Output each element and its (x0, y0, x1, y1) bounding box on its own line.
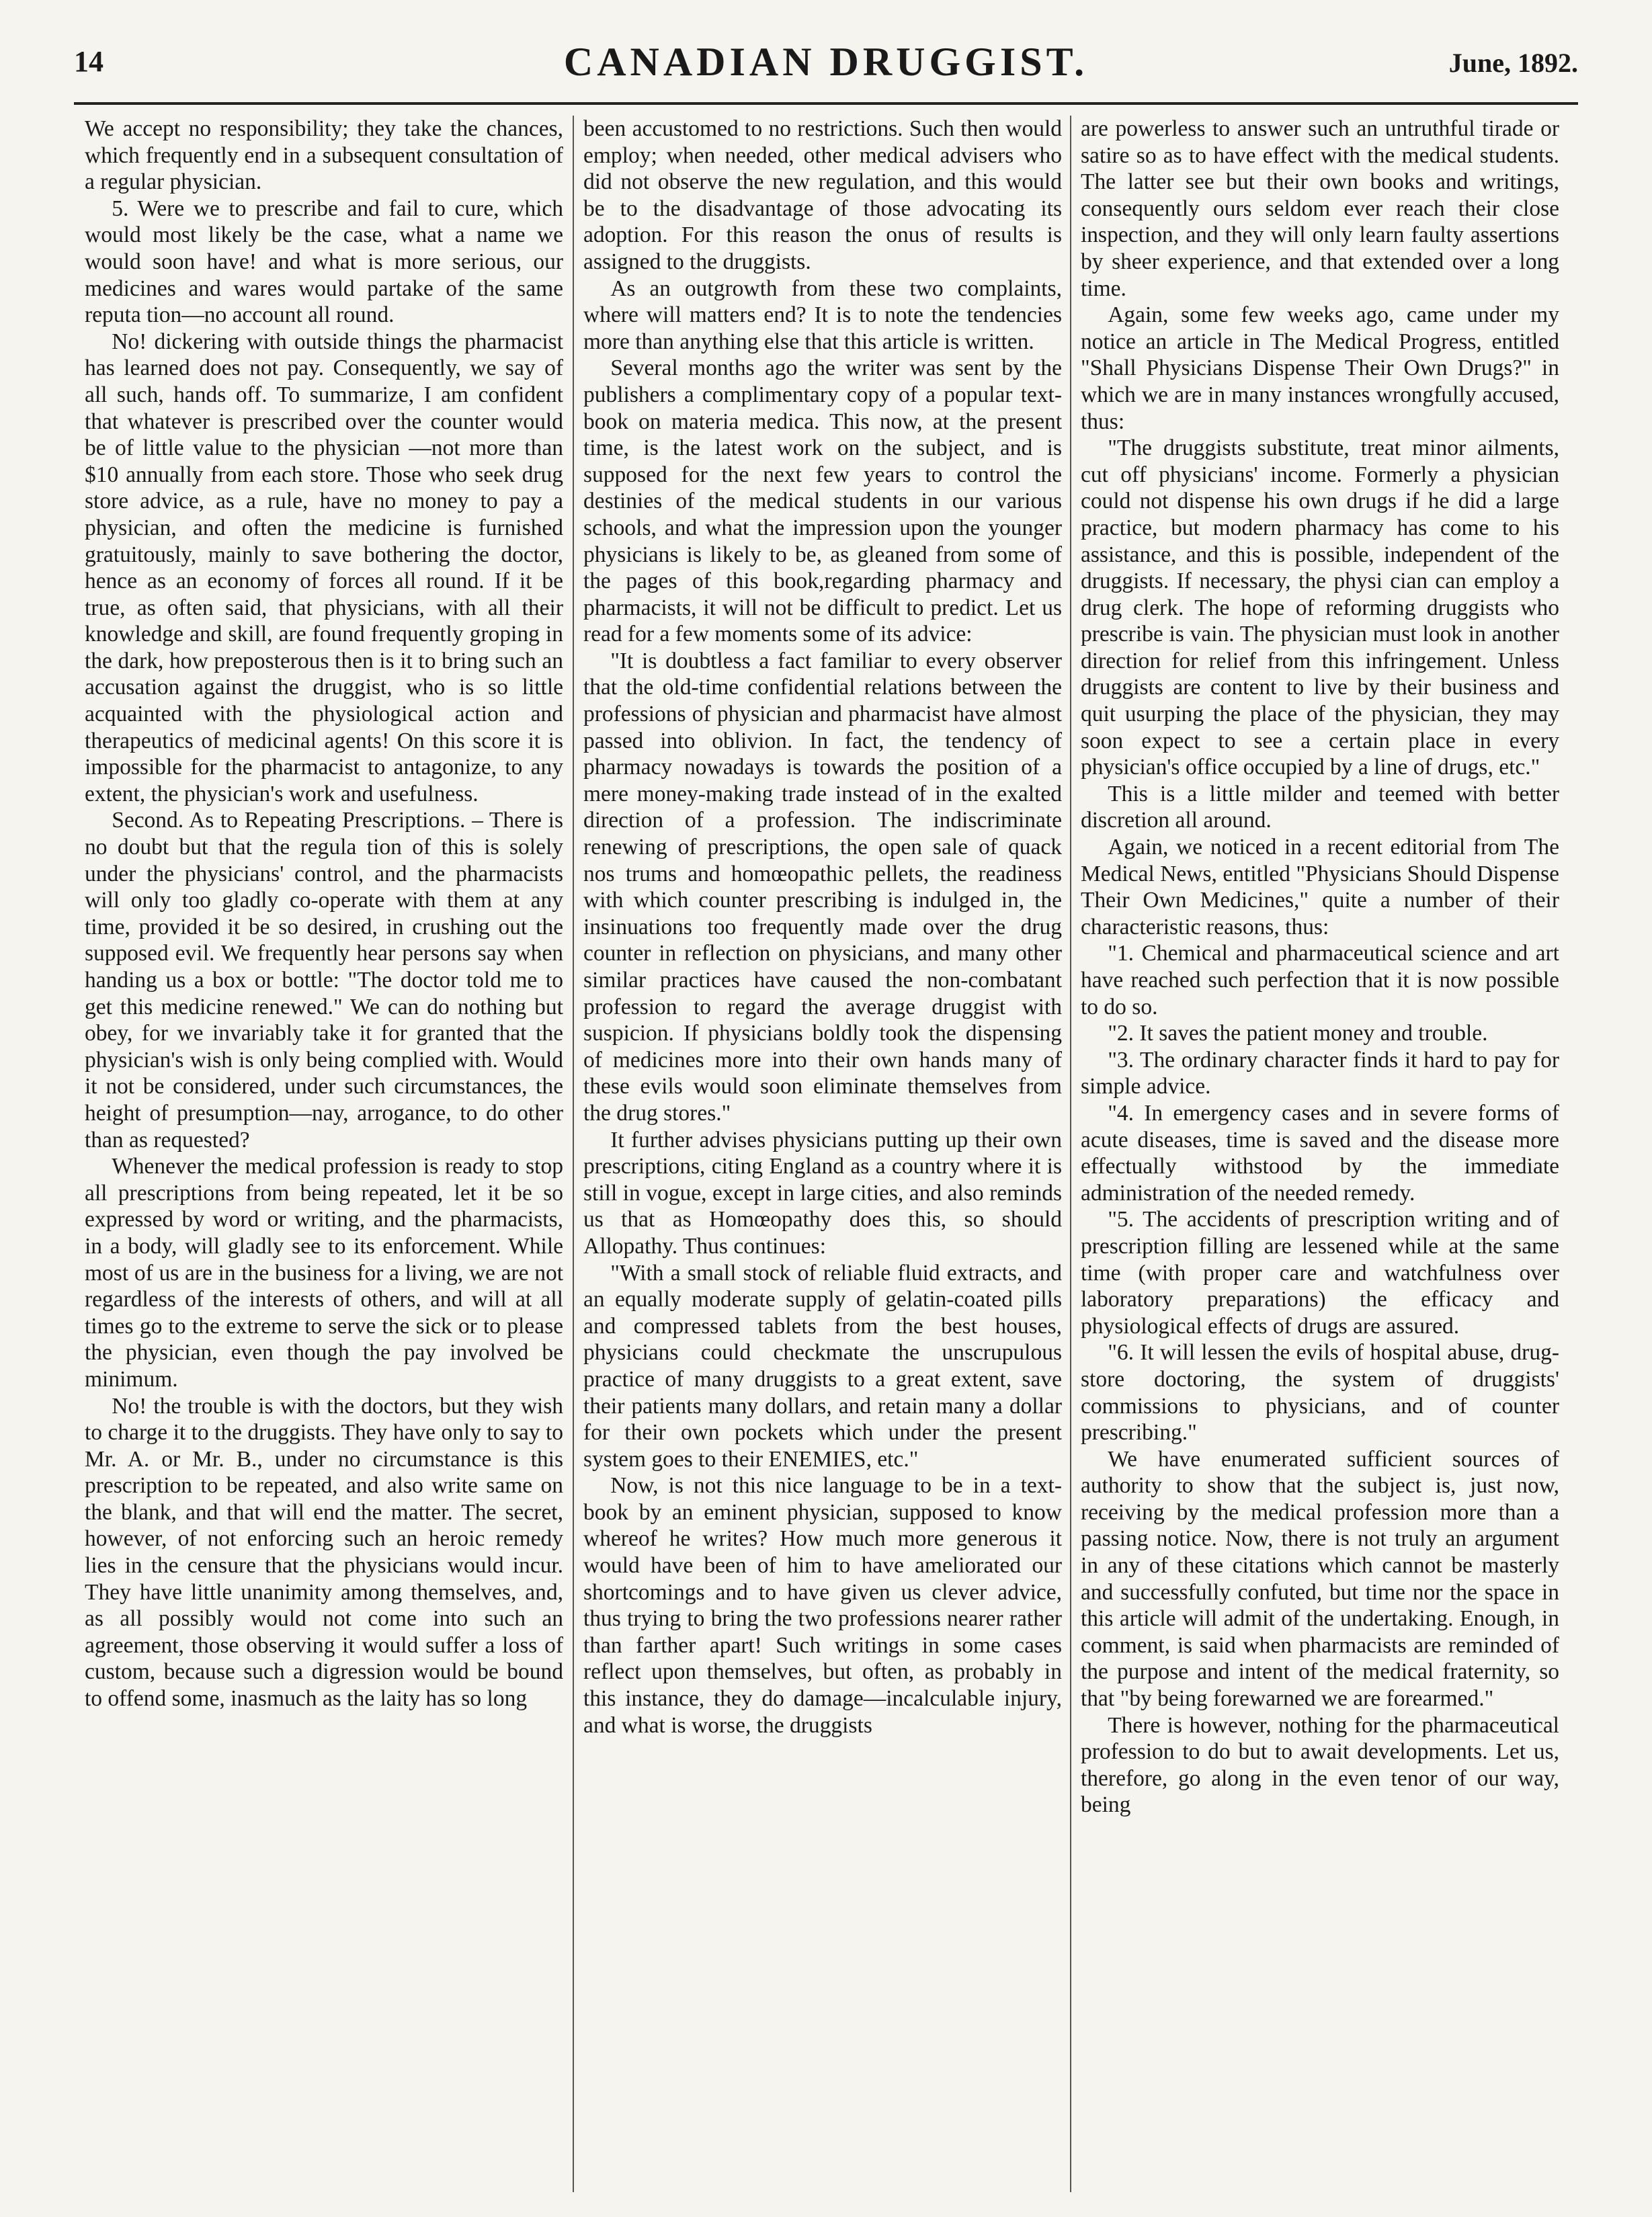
paragraph: "It is doubtless a fact familiar to every observer that the old-time confidential relations between the professions of physician and pharmacist have almost passed into oblivion. In fact, the tendency of pharmacy nowadays is towards the position of a mere money-making trade instead of in the exalted direction of a profession. The indiscriminate renewing of prescriptions, the open sale of quack nos trums and homœopathic pellets, the readiness with which counter prescribing is indulged in, the insinuations too frequently made over the drug counter in reflection on physicians, and many other similar practices have caused the non-combatant profession to regard the average druggist with suspicion. If physicians boldly took the dispensing of medicines more into their own hands many of these evils would soon eliminate themselves from the drug stores." (583, 648, 1062, 1126)
paragraph: "4. In emergency cases and in severe forms of acute diseases, time is saved and the disease more effectually withstood by the immediate administration of the needed remedy. (1081, 1100, 1559, 1206)
paragraph: We have enumerated sufficient sources of authority to show that the subject is, just now, receiving by the medical profession more than a passing notice. Now, there is not truly an argument in any of these citations which cannot be masterly and successfully confuted, but time nor the space in this article will admit of the undertaking. Enough, in comment, is said when pharmacists are reminded of the purpose and intent of the medical fraternity, so that "by being forewarned we are forearmed." (1081, 1446, 1559, 1712)
column-divider (1070, 116, 1071, 2192)
text-column-3 (1081, 116, 1559, 2192)
paragraph: been accustomed to no restrictions. Such then would employ; when needed, other medical advisers who did not observe the new regulation, and this would be to the disadvantage of those advocating its adoption. For this reason the onus of results is assigned to the druggists. (583, 116, 1062, 274)
paragraph: "With a small stock of reliable fluid extracts, and an equally moderate supply of gelatin-coated pills and compressed tablets from the best houses, physicians could checkmate the unscrupulous practice of many druggists to a great extent, save their patients many dollars, and retain many a dollar for their own pockets which under the present system goes to their ENEMIES, etc." (583, 1260, 1062, 1472)
paragraph: "The druggists substitute, treat minor ailments, cut off physicians' income. Formerly a physician could not dispense his own drugs if he did a large practice, but modern pharmacy has come to his assistance, and this is possible, independent of the druggists. If necessary, the physi cian can employ a drug clerk. The hope of reforming druggists who prescribe is vain. The physician must look in another direction for relief from this infringement. Unless druggists are content to live by their business and quit usurping the place of the physician, they may soon expect to see a certain place in every physician's office occupied by a line of drugs, etc." (1081, 435, 1559, 780)
paragraph: No! dickering with outside things the pharmacist has learned does not pay. Consequently, we say of all such, hands off. To summarize, I am confident that whatever is prescribed over the counter would be of little value to the physician —not more than $10 annually from each store. Those who seek drug store advice, as a rule, have no money to pay a physician, and often the medicine is furnished gratuitously, mainly to save bothering the doctor, hence as an economy of forces all round. If it be true, as often said, that physicians, with all their knowledge and skill, are found frequently groping in the dark, how preposterous then is it to bring such an accusation against the druggist, who is so little acquainted with the physiological action and therapeutics of medicinal agents! On this score it is impossible for the pharmacist to antagonize, to any extent, the physician's work and usefulness. (85, 329, 563, 806)
paragraph: As an outgrowth from these two complaints, where will matters end? It is to note the tendencies more than anything else that this article is written. (583, 276, 1062, 354)
journal-title: CANADIAN DRUGGIST. (563, 40, 1089, 84)
paragraph: Now, is not this nice language to be in a text-book by an eminent physician, supposed to know whereof he writes? How much more generous it would have been of him to have ameliorated our shortcomings and to have given us clever advice, thus trying to bring the two professions nearer rather than farther apart! Such writings in some cases reflect upon themselves, but often, as probably in this instance, they do damage—incalculable injury, and what is worse, the druggists (583, 1473, 1062, 1738)
page-header (74, 39, 1578, 93)
paragraph: We accept no responsibility; they take the chances, which frequently end in a subsequent consultation of a regular physician. (85, 116, 563, 195)
paragraph: Second. As to Repeating Prescriptions. – There is no doubt but that the regula tion of this is solely under the physicians' control, and the pharmacists will only too gladly co-operate with them at any time, provided it be so desired, in crushing out the supposed evil. We frequently hear persons say when handing us a box or bottle: "The doctor told me to get this medicine renewed." We can do nothing but obey, for we invariably take it for granted that the physician's wish is only being complied with. Would it not be considered, under such circumstances, the height of presumption—nay, arrogance, to do other than as requested? (85, 808, 563, 1153)
paragraph: No! the trouble is with the doctors, but they wish to charge it to the druggists. They have only to say to Mr. A. or Mr. B., under no circumstance is this prescription to be repeated, and also write same on the blank, and that will end the matter. The secret, however, of not enforcing such an heroic remedy lies in the censure that the physicians would incur. They have little unanimity among themselves, and, as all possibly would not come into such an agreement, those observing it would suffer a loss of custom, because such a digression would be bound to offend some, inasmuch as the laity has so long (85, 1393, 563, 1712)
paragraph: Again, we noticed in a recent editorial from The Medical News, entitled "Physicians Should Dispense Their Own Medicines," quite a number of their characteristic reasons, thus: (1081, 835, 1559, 939)
page-number: 14 (74, 45, 104, 78)
paragraph: Whenever the medical profession is ready to stop all prescriptions from being repeated, let it be so expressed by word or writing, and the pharmacists, in a body, will gladly see to its enforcement. While most of us are in the business for a living, we are not regardless of the interests of others, and will at all times go to the extreme to serve the sick or to please the physician, even though the pay involved be minimum. (85, 1154, 563, 1392)
paragraph: "3. The ordinary character finds it hard to pay for simple advice. (1081, 1047, 1559, 1099)
issue-date: June, 1892. (1448, 48, 1578, 78)
paragraph: "1. Chemical and pharmaceutical science and art have reached such perfection that it is now possible to do so. (1081, 941, 1559, 1019)
paragraph: "5. The accidents of prescription writing and of prescription filling are lessened while at the same time (with proper care and watchfulness over laboratory preparations) the efficacy and physiological effects of drugs are assured. (1081, 1207, 1559, 1339)
column-divider (573, 116, 574, 2192)
paragraph: There is however, nothing for the pharmaceutical profession to do but to await developments. Let us, therefore, go along in the even tenor of our way, being (1081, 1712, 1559, 1818)
paragraph: Again, some few weeks ago, came under my notice an article in The Medical Progress, entitled "Shall Physicians Dispense Their Own Drugs?" in which we are in many instances wrongfully accused, thus: (1081, 302, 1559, 434)
text-column-1 (85, 116, 563, 2192)
paragraph: "6. It will lessen the evils of hospital abuse, drug-store doctoring, the system of druggists' commissions to physicians, and of counter prescribing." (1081, 1340, 1559, 1446)
header-rule (74, 102, 1578, 105)
paragraph: This is a little milder and teemed with better discretion all around. (1081, 781, 1559, 833)
text-column-2 (583, 116, 1062, 2192)
paragraph: are powerless to answer such an untruthful tirade or satire so as to have effect with the medical students. The latter see but their own books and writings, consequently ours seldom ever reach their close inspection, and they will only learn faulty assertions by sheer experience, and that extended over a long time. (1081, 116, 1559, 301)
paragraph: "2. It saves the patient money and trouble. (1108, 1021, 1488, 1046)
paragraph: Several months ago the writer was sent by the publishers a complimentary copy of a popular text-book on materia medica. This now, at the present time, is the latest work on the subject, and is supposed for the next few years to control the destinies of the medical students in our various schools, and what the impression upon the younger physicians is likely to be, as gleaned from some of the pages of this book,regarding pharmacy and pharmacists, it will not be difficult to predict. Let us read for a few moments some of its advice: (583, 355, 1062, 647)
paragraph: It further advises physicians putting up their own prescriptions, citing England as a country where it is still in vogue, except in large cities, and also reminds us that as Homœopathy does this, so should Allopathy. Thus continues: (583, 1127, 1062, 1259)
paragraph: 5. Were we to prescribe and fail to cure, which would most likely be the case, what a name we would soon have! and what is more serious, our medicines and wares would partake of the same reputa tion—no account all round. (85, 196, 563, 328)
